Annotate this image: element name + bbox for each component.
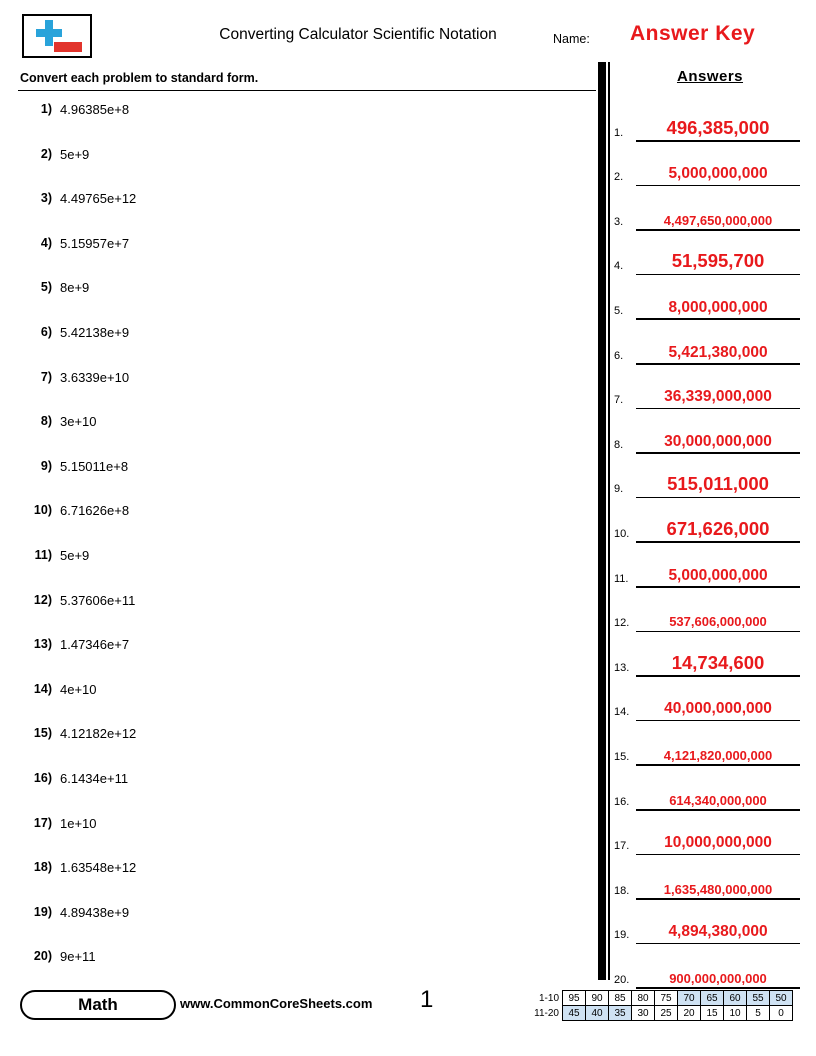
problem-text: 6.71626e+8 xyxy=(60,503,130,519)
logo-bar-shape xyxy=(54,42,82,52)
problem-text: 5e+9 xyxy=(60,547,90,563)
problem-text: 4.49765e+12 xyxy=(60,191,137,207)
column-divider-thick xyxy=(598,62,606,980)
answer-blank-line xyxy=(636,675,800,677)
problem-text: 4.89438e+9 xyxy=(60,904,130,920)
answer-blank-line xyxy=(636,854,800,856)
problem-row xyxy=(18,321,578,366)
answer-value: 4,121,820,000,000 xyxy=(663,747,773,763)
answer-value: 40,000,000,000 xyxy=(664,700,772,718)
problem-number: 16) xyxy=(33,770,52,785)
answer-number: 4. xyxy=(614,260,624,273)
problem-number: 13) xyxy=(33,637,52,652)
problem-row xyxy=(18,232,578,277)
problem-row xyxy=(18,589,578,634)
page-number: 1 xyxy=(420,986,434,1013)
problem-number: 7) xyxy=(40,369,52,384)
answer-blank-line xyxy=(636,318,800,320)
problem-number: 4) xyxy=(40,235,52,250)
score-cell: 95 xyxy=(563,991,586,1006)
answer-blank-line xyxy=(636,229,800,231)
answer-number: 10. xyxy=(614,527,630,540)
answer-blank-line xyxy=(636,764,800,766)
answer-row xyxy=(614,151,804,196)
answer-row xyxy=(614,552,804,597)
answer-value: 4,894,380,000 xyxy=(668,923,768,941)
problem-row xyxy=(18,276,578,321)
common-core-sheets-logo xyxy=(22,14,92,58)
answer-value: 30,000,000,000 xyxy=(664,432,772,450)
score-row-label: 1-10 xyxy=(538,992,559,1004)
problem-number: 18) xyxy=(33,860,52,875)
score-cell: 65 xyxy=(701,991,724,1006)
problem-text: 4e+10 xyxy=(60,681,97,697)
answer-value: 537,606,000,000 xyxy=(669,614,767,630)
answer-number: 3. xyxy=(614,215,624,228)
problem-number: 3) xyxy=(40,191,52,206)
answer-blank-line xyxy=(636,586,800,588)
answer-key-label: Answer Key xyxy=(630,22,756,45)
score-cell: 70 xyxy=(678,991,701,1006)
problems-list xyxy=(18,98,578,990)
problem-row xyxy=(18,98,578,143)
instruction-text: Convert each problem to standard form. xyxy=(20,71,259,85)
answer-value: 496,385,000 xyxy=(666,116,770,138)
score-cell: 15 xyxy=(701,1006,724,1021)
answer-blank-line xyxy=(636,943,800,945)
score-table-row xyxy=(528,991,793,1006)
answer-number: 17. xyxy=(614,840,630,853)
problem-row xyxy=(18,143,578,188)
score-cell: 55 xyxy=(747,991,770,1006)
answer-blank-line xyxy=(636,720,800,722)
score-cell: 20 xyxy=(678,1006,701,1021)
page-title: Converting Calculator Scientific Notation xyxy=(219,26,497,43)
answer-row xyxy=(614,240,804,285)
problem-row xyxy=(18,678,578,723)
answer-number: 20. xyxy=(614,973,630,986)
answer-blank-line xyxy=(636,452,800,454)
problem-text: 1e+10 xyxy=(60,815,97,831)
answer-blank-line xyxy=(636,185,800,187)
problem-text: 4.96385e+8 xyxy=(60,102,130,117)
answer-row xyxy=(614,641,804,686)
answer-value: 614,340,000,000 xyxy=(669,792,767,808)
problem-text: 5.15011e+8 xyxy=(60,458,129,474)
problem-number: 8) xyxy=(40,414,52,429)
answer-blank-line xyxy=(636,541,800,543)
answers-heading: Answers xyxy=(676,68,744,85)
problem-row xyxy=(18,187,578,232)
answer-number: 7. xyxy=(614,394,624,407)
answer-value: 36,339,000,000 xyxy=(664,388,772,406)
problem-number: 2) xyxy=(40,146,52,161)
score-cell: 75 xyxy=(655,991,678,1006)
score-table xyxy=(528,990,793,1021)
problem-row xyxy=(18,901,578,946)
score-cell: 0 xyxy=(770,1006,793,1021)
answer-number: 2. xyxy=(614,171,624,184)
score-cell: 90 xyxy=(586,991,609,1006)
score-cell: 5 xyxy=(747,1006,770,1021)
score-cell: 80 xyxy=(632,991,655,1006)
answer-number: 11. xyxy=(614,572,629,585)
answer-number: 15. xyxy=(614,750,630,763)
problem-number: 10) xyxy=(33,503,52,518)
score-cell: 10 xyxy=(724,1006,747,1021)
score-cell: 35 xyxy=(609,1006,632,1021)
score-cell: 45 xyxy=(563,1006,586,1021)
problem-row xyxy=(18,722,578,767)
column-divider-thin xyxy=(608,62,610,980)
problem-number: 11) xyxy=(34,547,52,562)
score-cell: 25 xyxy=(655,1006,678,1021)
website-url: www.CommonCoreSheets.com xyxy=(180,996,373,1011)
problem-number: 5) xyxy=(40,280,52,295)
instruction-divider xyxy=(18,90,596,91)
problem-text: 5e+9 xyxy=(60,146,90,162)
problem-number: 15) xyxy=(33,726,52,741)
answer-row xyxy=(614,374,804,419)
problem-text: 1.63548e+12 xyxy=(60,860,137,876)
answer-value: 4,497,650,000,000 xyxy=(663,212,773,228)
answer-blank-line xyxy=(636,497,800,499)
answer-row xyxy=(614,284,804,329)
problem-row xyxy=(18,767,578,812)
problem-text: 3e+10 xyxy=(60,414,97,430)
answer-row xyxy=(614,864,804,909)
problem-text: 5.42138e+9 xyxy=(60,324,130,340)
answer-row xyxy=(614,730,804,775)
problem-text: 1.47346e+7 xyxy=(60,637,130,653)
answer-row xyxy=(614,418,804,463)
answer-blank-line xyxy=(636,274,800,276)
answer-number: 12. xyxy=(614,617,630,630)
problem-text: 8e+9 xyxy=(60,280,90,296)
problem-text: 5.37606e+11 xyxy=(60,592,136,608)
problem-text: 4.12182e+12 xyxy=(60,726,137,742)
answer-row xyxy=(614,686,804,731)
problem-row xyxy=(18,410,578,455)
problem-row xyxy=(18,812,578,857)
answer-blank-line xyxy=(636,987,800,989)
answer-value: 14,734,600 xyxy=(671,651,765,673)
score-cell: 50 xyxy=(770,991,793,1006)
answer-number: 1. xyxy=(614,126,624,139)
problem-number: 14) xyxy=(33,681,52,696)
worksheet-footer xyxy=(0,986,816,1056)
answer-value: 5,000,000,000 xyxy=(668,165,768,183)
problem-row xyxy=(18,455,578,500)
answer-number: 8. xyxy=(614,438,624,451)
answer-row xyxy=(614,597,804,642)
problem-number: 12) xyxy=(33,592,52,607)
problem-row xyxy=(18,856,578,901)
problem-number: 17) xyxy=(33,815,52,830)
answer-value: 1,635,480,000,000 xyxy=(663,881,773,897)
answer-row xyxy=(614,463,804,508)
subject-badge: Math xyxy=(20,990,176,1020)
answer-blank-line xyxy=(636,631,800,633)
problem-text: 9e+11 xyxy=(60,949,96,965)
score-cell: 60 xyxy=(724,991,747,1006)
problem-text: 5.15957e+7 xyxy=(60,235,130,251)
problem-row xyxy=(18,544,578,589)
answer-number: 9. xyxy=(614,483,624,496)
answer-blank-line xyxy=(636,140,800,142)
problem-row xyxy=(18,366,578,411)
answer-number: 5. xyxy=(614,304,624,317)
score-cell: 85 xyxy=(609,991,632,1006)
answer-number: 19. xyxy=(614,929,630,942)
answer-value: 5,421,380,000 xyxy=(668,343,768,361)
answer-value: 5,000,000,000 xyxy=(668,566,768,584)
answer-row xyxy=(614,195,804,240)
answer-number: 6. xyxy=(614,349,624,362)
problem-number: 9) xyxy=(40,458,52,473)
answer-blank-line xyxy=(636,898,800,900)
problem-number: 1) xyxy=(40,102,52,116)
worksheet-header xyxy=(18,14,798,58)
answer-row xyxy=(614,106,804,151)
answer-value: 671,626,000 xyxy=(666,517,770,539)
problem-row xyxy=(18,945,578,990)
score-cell: 40 xyxy=(586,1006,609,1021)
problem-row xyxy=(18,633,578,678)
answer-value: 900,000,000,000 xyxy=(669,970,767,986)
score-row-label: 11-20 xyxy=(534,1007,559,1019)
answer-blank-line xyxy=(636,408,800,410)
score-cell: 30 xyxy=(632,1006,655,1021)
answers-list xyxy=(614,106,804,998)
problem-text: 3.6339e+10 xyxy=(60,369,130,385)
problem-text: 6.1434e+11 xyxy=(60,770,129,786)
answer-value: 10,000,000,000 xyxy=(664,834,772,852)
problem-number: 19) xyxy=(33,904,52,919)
answer-number: 18. xyxy=(614,884,630,897)
answer-number: 16. xyxy=(614,795,630,808)
answer-blank-line xyxy=(636,809,800,811)
answer-row xyxy=(614,909,804,954)
answer-value: 8,000,000,000 xyxy=(668,298,768,316)
answer-value: 515,011,000 xyxy=(667,473,769,495)
answer-row xyxy=(614,820,804,865)
answer-row xyxy=(614,329,804,374)
answer-row xyxy=(614,507,804,552)
answer-blank-line xyxy=(636,363,800,365)
problem-number: 20) xyxy=(33,949,52,964)
name-label: Name: xyxy=(553,32,590,46)
answer-number: 13. xyxy=(614,661,630,674)
answer-row xyxy=(614,775,804,820)
problem-number: 6) xyxy=(40,324,52,339)
answer-value: 51,595,700 xyxy=(671,250,765,272)
problem-row xyxy=(18,499,578,544)
score-table-row xyxy=(528,1006,793,1021)
answer-number: 14. xyxy=(614,706,630,719)
